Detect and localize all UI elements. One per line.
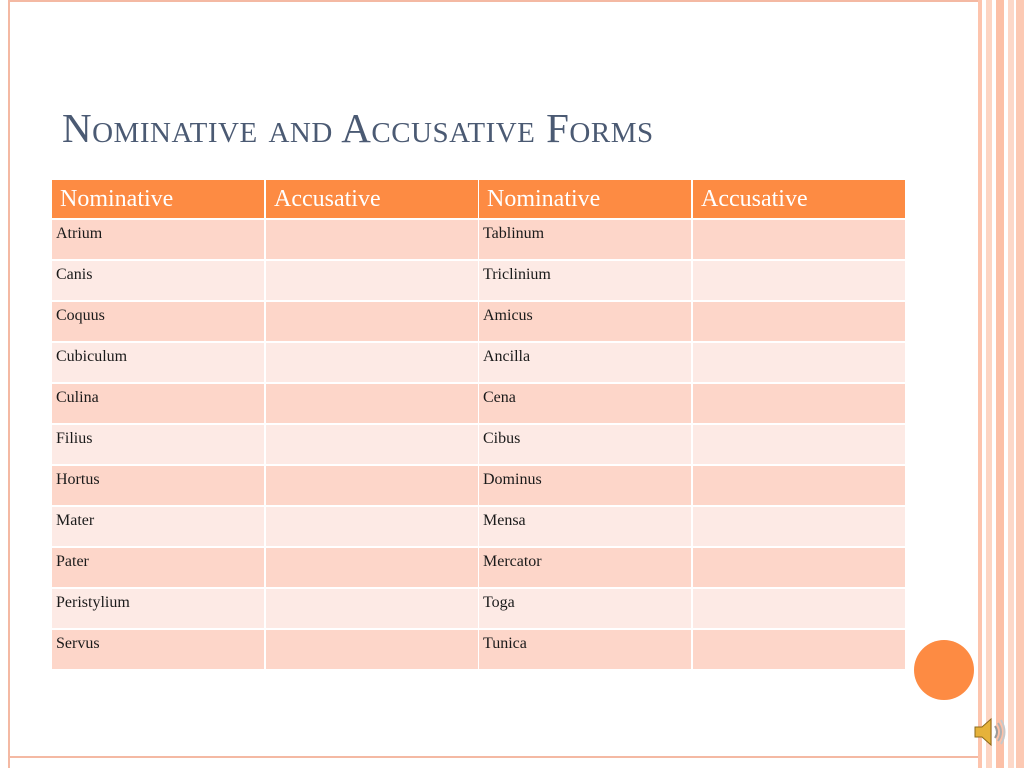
stripe-1: [978, 0, 982, 768]
nominative-cell: [52, 218, 266, 259]
nominative-text: Dominus: [483, 471, 542, 488]
nominative-cell: [479, 464, 693, 505]
nominative-text: Cubiculum: [56, 348, 128, 365]
header-nominative: Nominative: [479, 180, 693, 218]
nominative-text: Ancilla: [483, 348, 531, 365]
accusative-cell[interactable]: [266, 259, 478, 300]
speaker-icon[interactable]: [972, 714, 1008, 750]
accusative-cell[interactable]: [266, 464, 478, 505]
accusative-cell[interactable]: [266, 300, 478, 341]
nominative-cell: [479, 218, 693, 259]
nominative-cell: [479, 546, 693, 587]
table-row: [52, 382, 478, 423]
accusative-cell[interactable]: [266, 505, 478, 546]
accusative-cell[interactable]: [693, 259, 905, 300]
nominative-text: Coquus: [56, 307, 105, 324]
nominative-text: Cibus: [483, 430, 521, 447]
nominative-text: Toga: [483, 594, 515, 611]
nominative-text: Filius: [56, 430, 93, 447]
accusative-cell[interactable]: [266, 546, 478, 587]
accusative-cell[interactable]: [693, 628, 905, 669]
frame-left-line: [8, 0, 10, 768]
stripe-3: [996, 0, 1004, 768]
table-row: [52, 546, 478, 587]
nominative-cell: [479, 505, 693, 546]
nominative-cell: [52, 546, 266, 587]
table-header-row: [52, 180, 478, 218]
nominative-cell: [479, 382, 693, 423]
nominative-cell: [52, 464, 266, 505]
table-row: [479, 218, 905, 259]
nominative-cell: [479, 259, 693, 300]
nominative-cell: [52, 382, 266, 423]
nominative-text: Servus: [56, 635, 100, 652]
accusative-cell[interactable]: [266, 423, 478, 464]
table-row: [479, 382, 905, 423]
nominative-text: Canis: [56, 266, 93, 283]
accusative-cell[interactable]: [693, 341, 905, 382]
nominative-cell: [52, 628, 266, 669]
accusative-cell[interactable]: [266, 218, 478, 259]
accusative-cell[interactable]: [693, 423, 905, 464]
table-row: [479, 300, 905, 341]
nominative-text: Mater: [56, 512, 95, 529]
table-row: [52, 259, 478, 300]
nominative-cell: [52, 423, 266, 464]
table-row: [479, 423, 905, 464]
table-row: [479, 259, 905, 300]
nominative-cell: [52, 259, 266, 300]
table-row: [52, 423, 478, 464]
table-row: [52, 341, 478, 382]
accusative-cell[interactable]: [693, 464, 905, 505]
forms-table-left: [52, 180, 478, 669]
table-row: [479, 505, 905, 546]
nominative-text: Tunica: [483, 635, 527, 652]
accusative-cell[interactable]: [266, 587, 478, 628]
accusative-cell[interactable]: [266, 628, 478, 669]
frame-bottom-line: [8, 756, 980, 758]
table-row: [52, 300, 478, 341]
accusative-cell[interactable]: [693, 546, 905, 587]
accusative-cell[interactable]: [266, 341, 478, 382]
table-row: [52, 587, 478, 628]
table-row: [479, 341, 905, 382]
table-header-row: [479, 180, 905, 218]
accusative-cell[interactable]: [266, 382, 478, 423]
table-row: [52, 628, 478, 669]
nominative-text: Mensa: [483, 512, 526, 529]
table-row: [52, 464, 478, 505]
nominative-cell: [52, 300, 266, 341]
nominative-cell: [52, 587, 266, 628]
nominative-cell: [479, 628, 693, 669]
nominative-text: Cena: [483, 389, 516, 406]
slide-title: Nominative and Accusative Forms: [62, 105, 654, 151]
accusative-cell[interactable]: [693, 382, 905, 423]
nominative-cell: [479, 423, 693, 464]
nominative-text: Pater: [56, 553, 89, 570]
stripe-5: [1016, 0, 1024, 768]
table-row: [479, 628, 905, 669]
nominative-text: Amicus: [483, 307, 533, 324]
nominative-cell: [479, 587, 693, 628]
nominative-cell: [479, 341, 693, 382]
table-row: [479, 464, 905, 505]
stripe-4: [1008, 0, 1014, 768]
accusative-cell[interactable]: [693, 218, 905, 259]
nominative-text: Tablinum: [483, 225, 545, 242]
accusative-cell[interactable]: [693, 587, 905, 628]
stripe-2: [986, 0, 992, 768]
nominative-text: Mercator: [483, 553, 542, 570]
table-row: [52, 218, 478, 259]
nominative-cell: [52, 505, 266, 546]
table-row: [479, 546, 905, 587]
nominative-text: Peristylium: [56, 594, 130, 611]
table-row: [52, 505, 478, 546]
header-accusative: Accusative: [693, 180, 905, 218]
nominative-text: Atrium: [56, 225, 103, 242]
header-accusative: Accusative: [266, 180, 478, 218]
nominative-cell: [52, 341, 266, 382]
nominative-text: Hortus: [56, 471, 100, 488]
nominative-text: Triclinium: [483, 266, 551, 283]
header-nominative: Nominative: [52, 180, 266, 218]
orange-circle-decoration: [914, 640, 974, 700]
frame-top-line: [8, 0, 980, 2]
accusative-cell[interactable]: [693, 505, 905, 546]
nominative-text: Culina: [56, 389, 99, 406]
nominative-cell: [479, 300, 693, 341]
forms-table-right: [479, 180, 905, 669]
accusative-cell[interactable]: [693, 300, 905, 341]
table-row: [479, 587, 905, 628]
